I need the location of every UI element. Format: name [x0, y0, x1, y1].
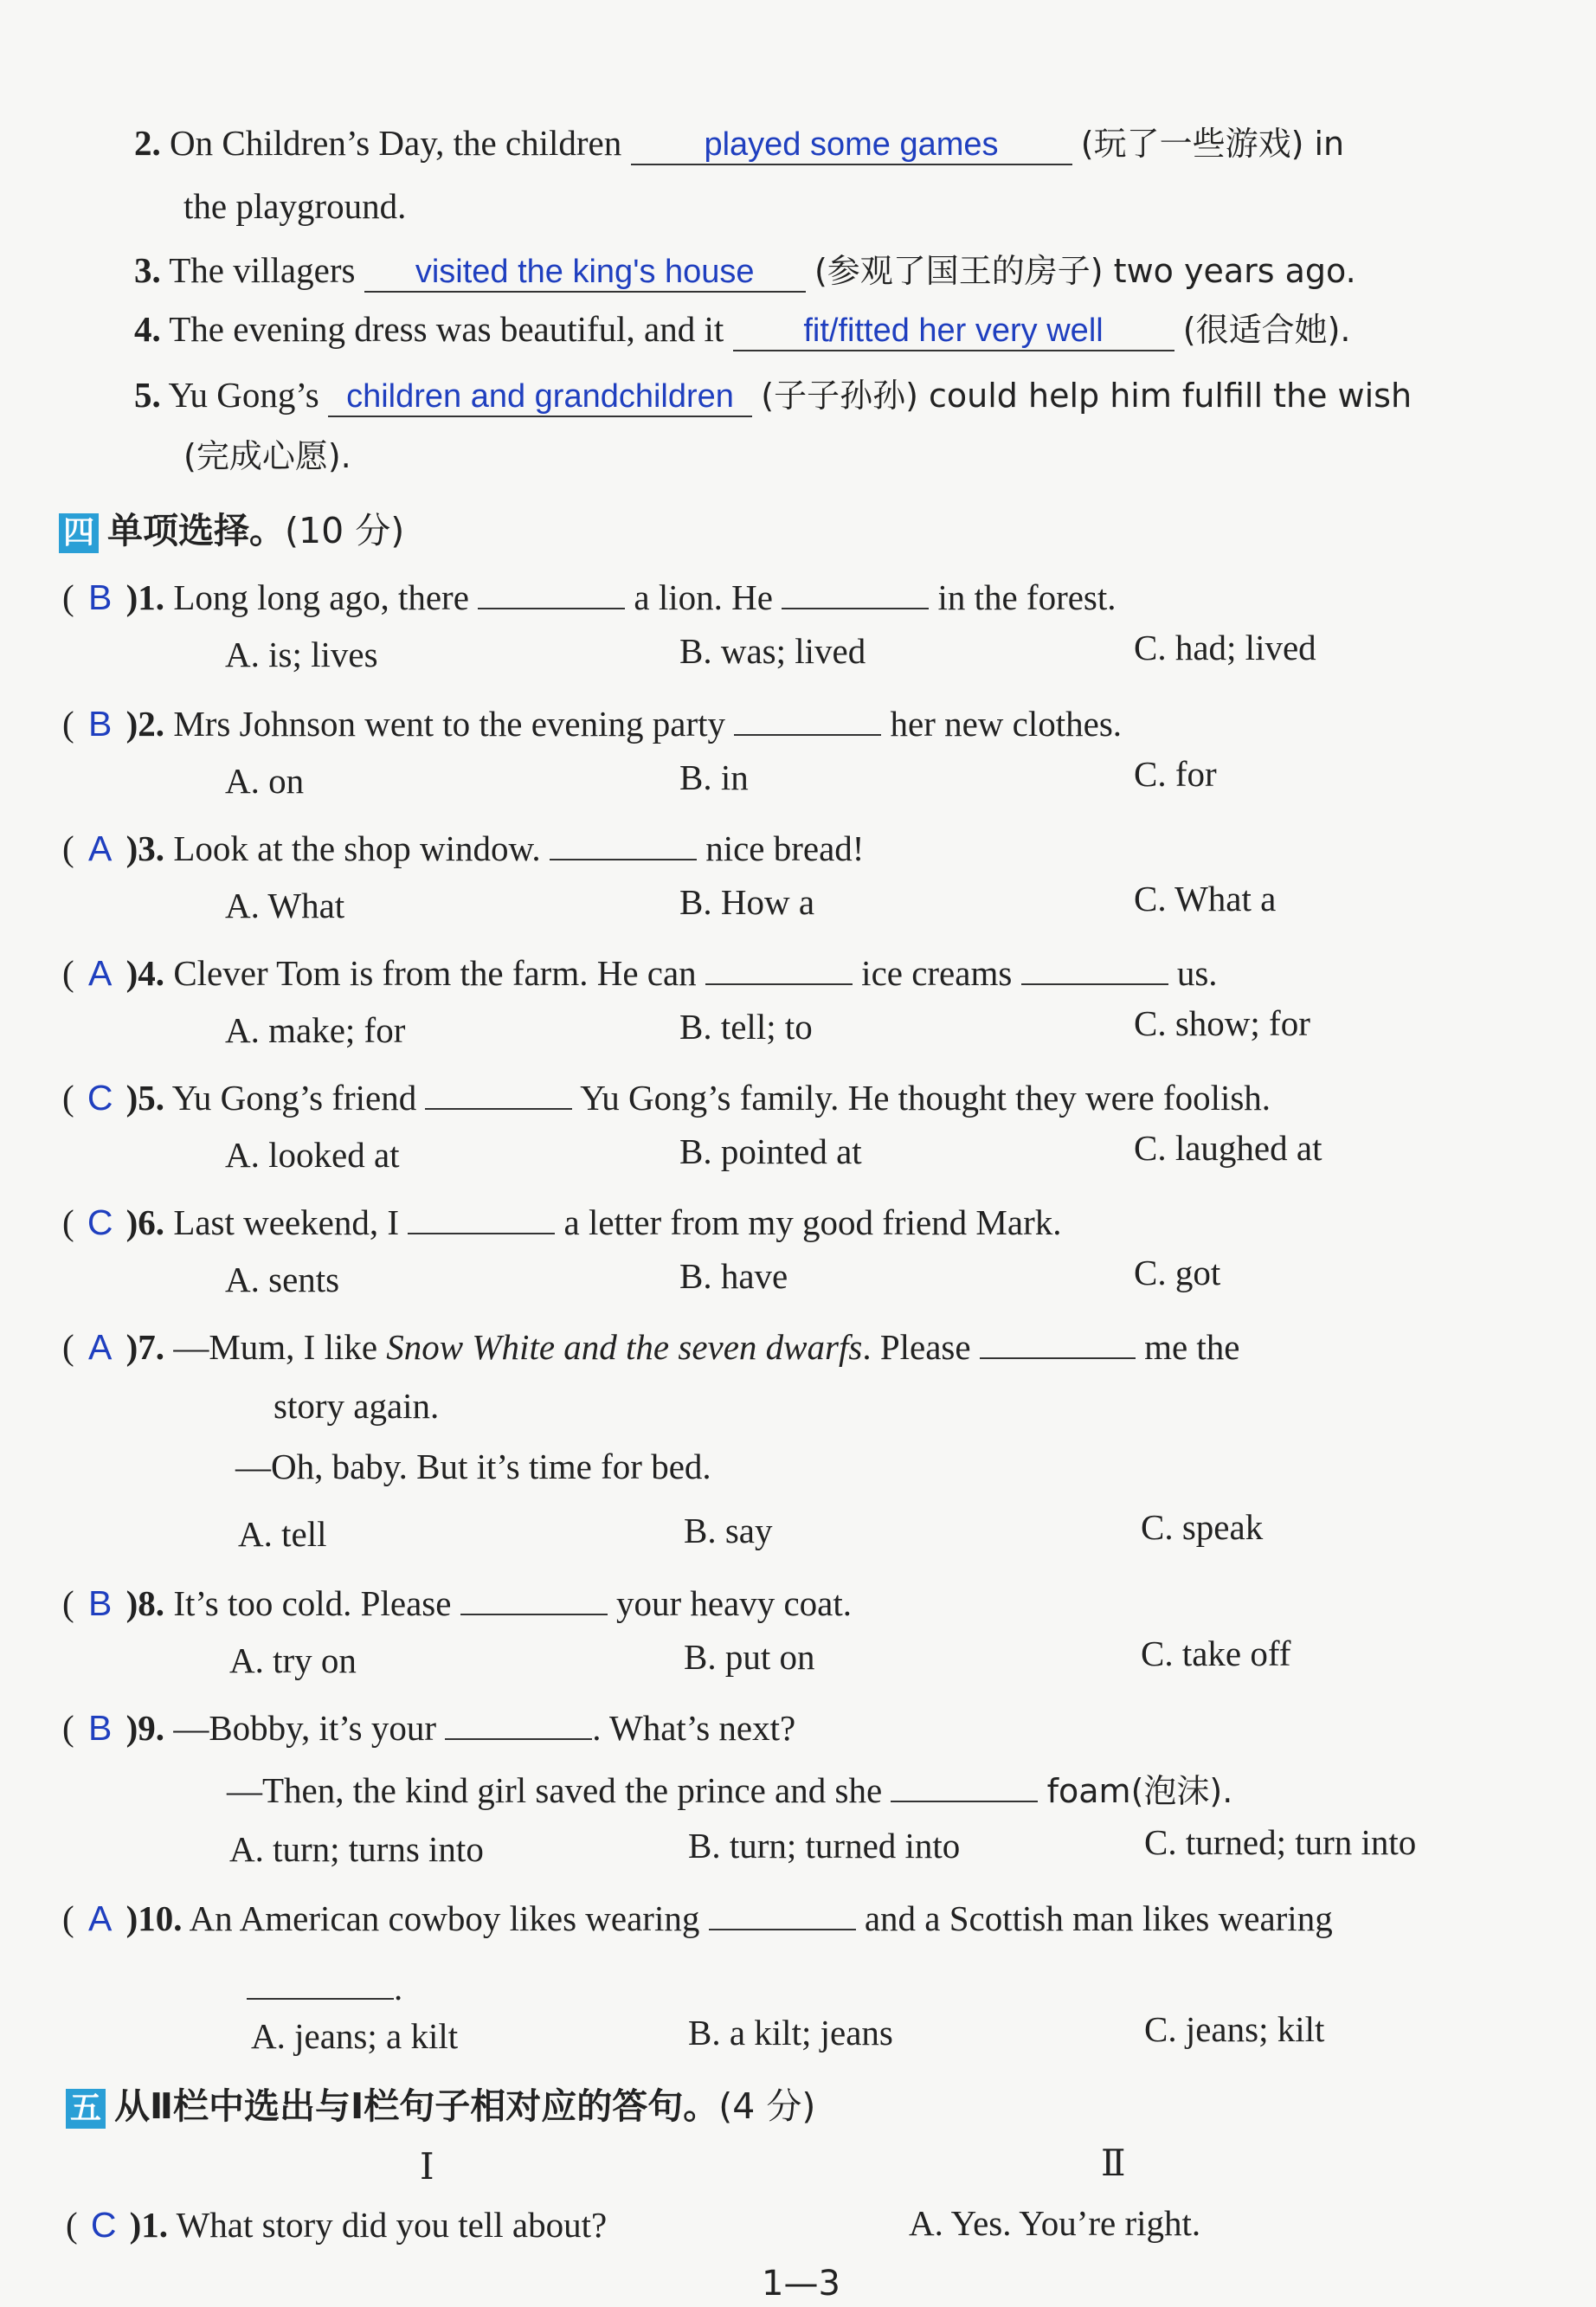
option-b[interactable]: B. in	[679, 757, 749, 797]
mc-question-9: ( B )9. —Bobby, it’s your . What’s next?	[62, 1700, 795, 1746]
answer-blank[interactable]: fit/fitted her very well	[733, 312, 1174, 351]
option-b[interactable]: B. have	[679, 1256, 788, 1296]
option-c[interactable]: C. show; for	[1134, 1003, 1310, 1043]
option-b[interactable]: B. say	[684, 1511, 773, 1550]
option-b[interactable]: B. a kilt; jeans	[688, 2013, 893, 2052]
option-b[interactable]: B. pointed at	[679, 1131, 862, 1171]
column-2-header: Ⅱ	[1101, 2144, 1126, 2184]
answer-blank[interactable]: visited the king's house	[364, 253, 806, 293]
match-option-a[interactable]: A. Yes. You’re right.	[909, 2203, 1201, 2243]
option-c[interactable]: C. got	[1134, 1253, 1221, 1292]
s3-item-3: 3. The villagers visited the king's house (参观了国王的房子) two years ago.	[134, 253, 1356, 293]
mc-question-10: ( A )10. An American cowboy likes wearing and a Scottish man likes wearing	[62, 1891, 1333, 1936]
option-a[interactable]: A. sents	[225, 1260, 340, 1299]
option-c[interactable]: C. had; lived	[1134, 628, 1316, 667]
option-a[interactable]: A. turn; turns into	[229, 1829, 484, 1869]
q9-reply: —Then, the kind girl saved the prince and she foam(泡沫).	[227, 1762, 1232, 1808]
mc-question-4: ( A )4. Clever Tom is from the farm. He can ice creams us.	[62, 945, 1218, 991]
q10-cont: .	[247, 1960, 402, 2006]
option-a[interactable]: A. make; for	[225, 1010, 406, 1050]
s3-item-5: 5. Yu Gong’s children and grandchildren (子子孙孙) could help him fulfill the wish	[134, 377, 1412, 417]
option-b[interactable]: B. tell; to	[679, 1007, 813, 1047]
option-a[interactable]: A. looked at	[225, 1135, 400, 1175]
mc-question-2: ( B )2. Mrs Johnson went to the evening party her new clothes.	[62, 696, 1122, 742]
page-number: 1—3	[762, 2264, 840, 2304]
mc-question-1: ( B )1. Long long ago, there a lion. He in the forest.	[62, 570, 1117, 615]
section-badge: 五	[66, 2089, 106, 2129]
option-c[interactable]: C. What a	[1134, 879, 1277, 918]
s3-item-2: 2. On Children’s Day, the children played some games (玩了一些游戏) in	[134, 126, 1344, 165]
s3-item-2-cont: the playground.	[183, 186, 407, 226]
answer-blank[interactable]: children and grandchildren	[328, 377, 752, 417]
mc-question-8: ( B )8. It’s too cold. Please your heavy coat.	[62, 1576, 852, 1621]
option-c[interactable]: C. speak	[1141, 1507, 1264, 1547]
match-question-1: ( C )1. What story did you tell about?	[66, 2205, 608, 2245]
option-a[interactable]: A. jeans; a kilt	[251, 2016, 459, 2056]
section5-header: 五 从Ⅱ栏中选出与Ⅰ栏句子相对应的答句。(4 分)	[66, 2078, 815, 2129]
q7-reply: —Oh, baby. But it’s time for bed.	[235, 1447, 711, 1486]
s3-item-5-cont: (完成心愿).	[183, 437, 351, 475]
q7-cont: story again.	[274, 1386, 440, 1426]
option-b[interactable]: B. How a	[679, 882, 815, 922]
answer-blank[interactable]: played some games	[631, 126, 1072, 165]
option-c[interactable]: C. laughed at	[1134, 1128, 1322, 1168]
option-b[interactable]: B. was; lived	[679, 631, 866, 671]
option-c[interactable]: C. jeans; kilt	[1144, 2009, 1325, 2049]
column-1-header: Ⅰ	[420, 2148, 434, 2188]
option-a[interactable]: A. is; lives	[225, 635, 378, 674]
option-b[interactable]: B. put on	[684, 1637, 815, 1677]
mc-question-7: ( A )7. —Mum, I like Snow White and the seven dwarfs. Please me the	[62, 1319, 1240, 1365]
s3-item-4: 4. The evening dress was beautiful, and it fit/fitted her very well (很适合她).	[134, 312, 1351, 351]
option-c[interactable]: C. turned; turn into	[1144, 1822, 1417, 1862]
option-a[interactable]: A. on	[225, 761, 305, 801]
option-b[interactable]: B. turn; turned into	[688, 1826, 961, 1866]
mc-question-6: ( C )6. Last weekend, I a letter from my good friend Mark.	[62, 1195, 1061, 1240]
option-a[interactable]: A. try on	[229, 1640, 357, 1680]
option-a[interactable]: A. What	[225, 886, 345, 925]
mc-question-5: ( C )5. Yu Gong’s friend Yu Gong’s family. He thought they were foolish.	[62, 1070, 1271, 1116]
mc-question-3: ( A )3. Look at the shop window. nice bread!	[62, 821, 864, 867]
option-c[interactable]: C. take off	[1141, 1634, 1291, 1673]
option-c[interactable]: C. for	[1134, 754, 1217, 794]
option-a[interactable]: A. tell	[238, 1514, 327, 1554]
section-badge: 四	[59, 513, 99, 553]
section4-header: 四 单项选择。(10 分)	[59, 502, 404, 553]
